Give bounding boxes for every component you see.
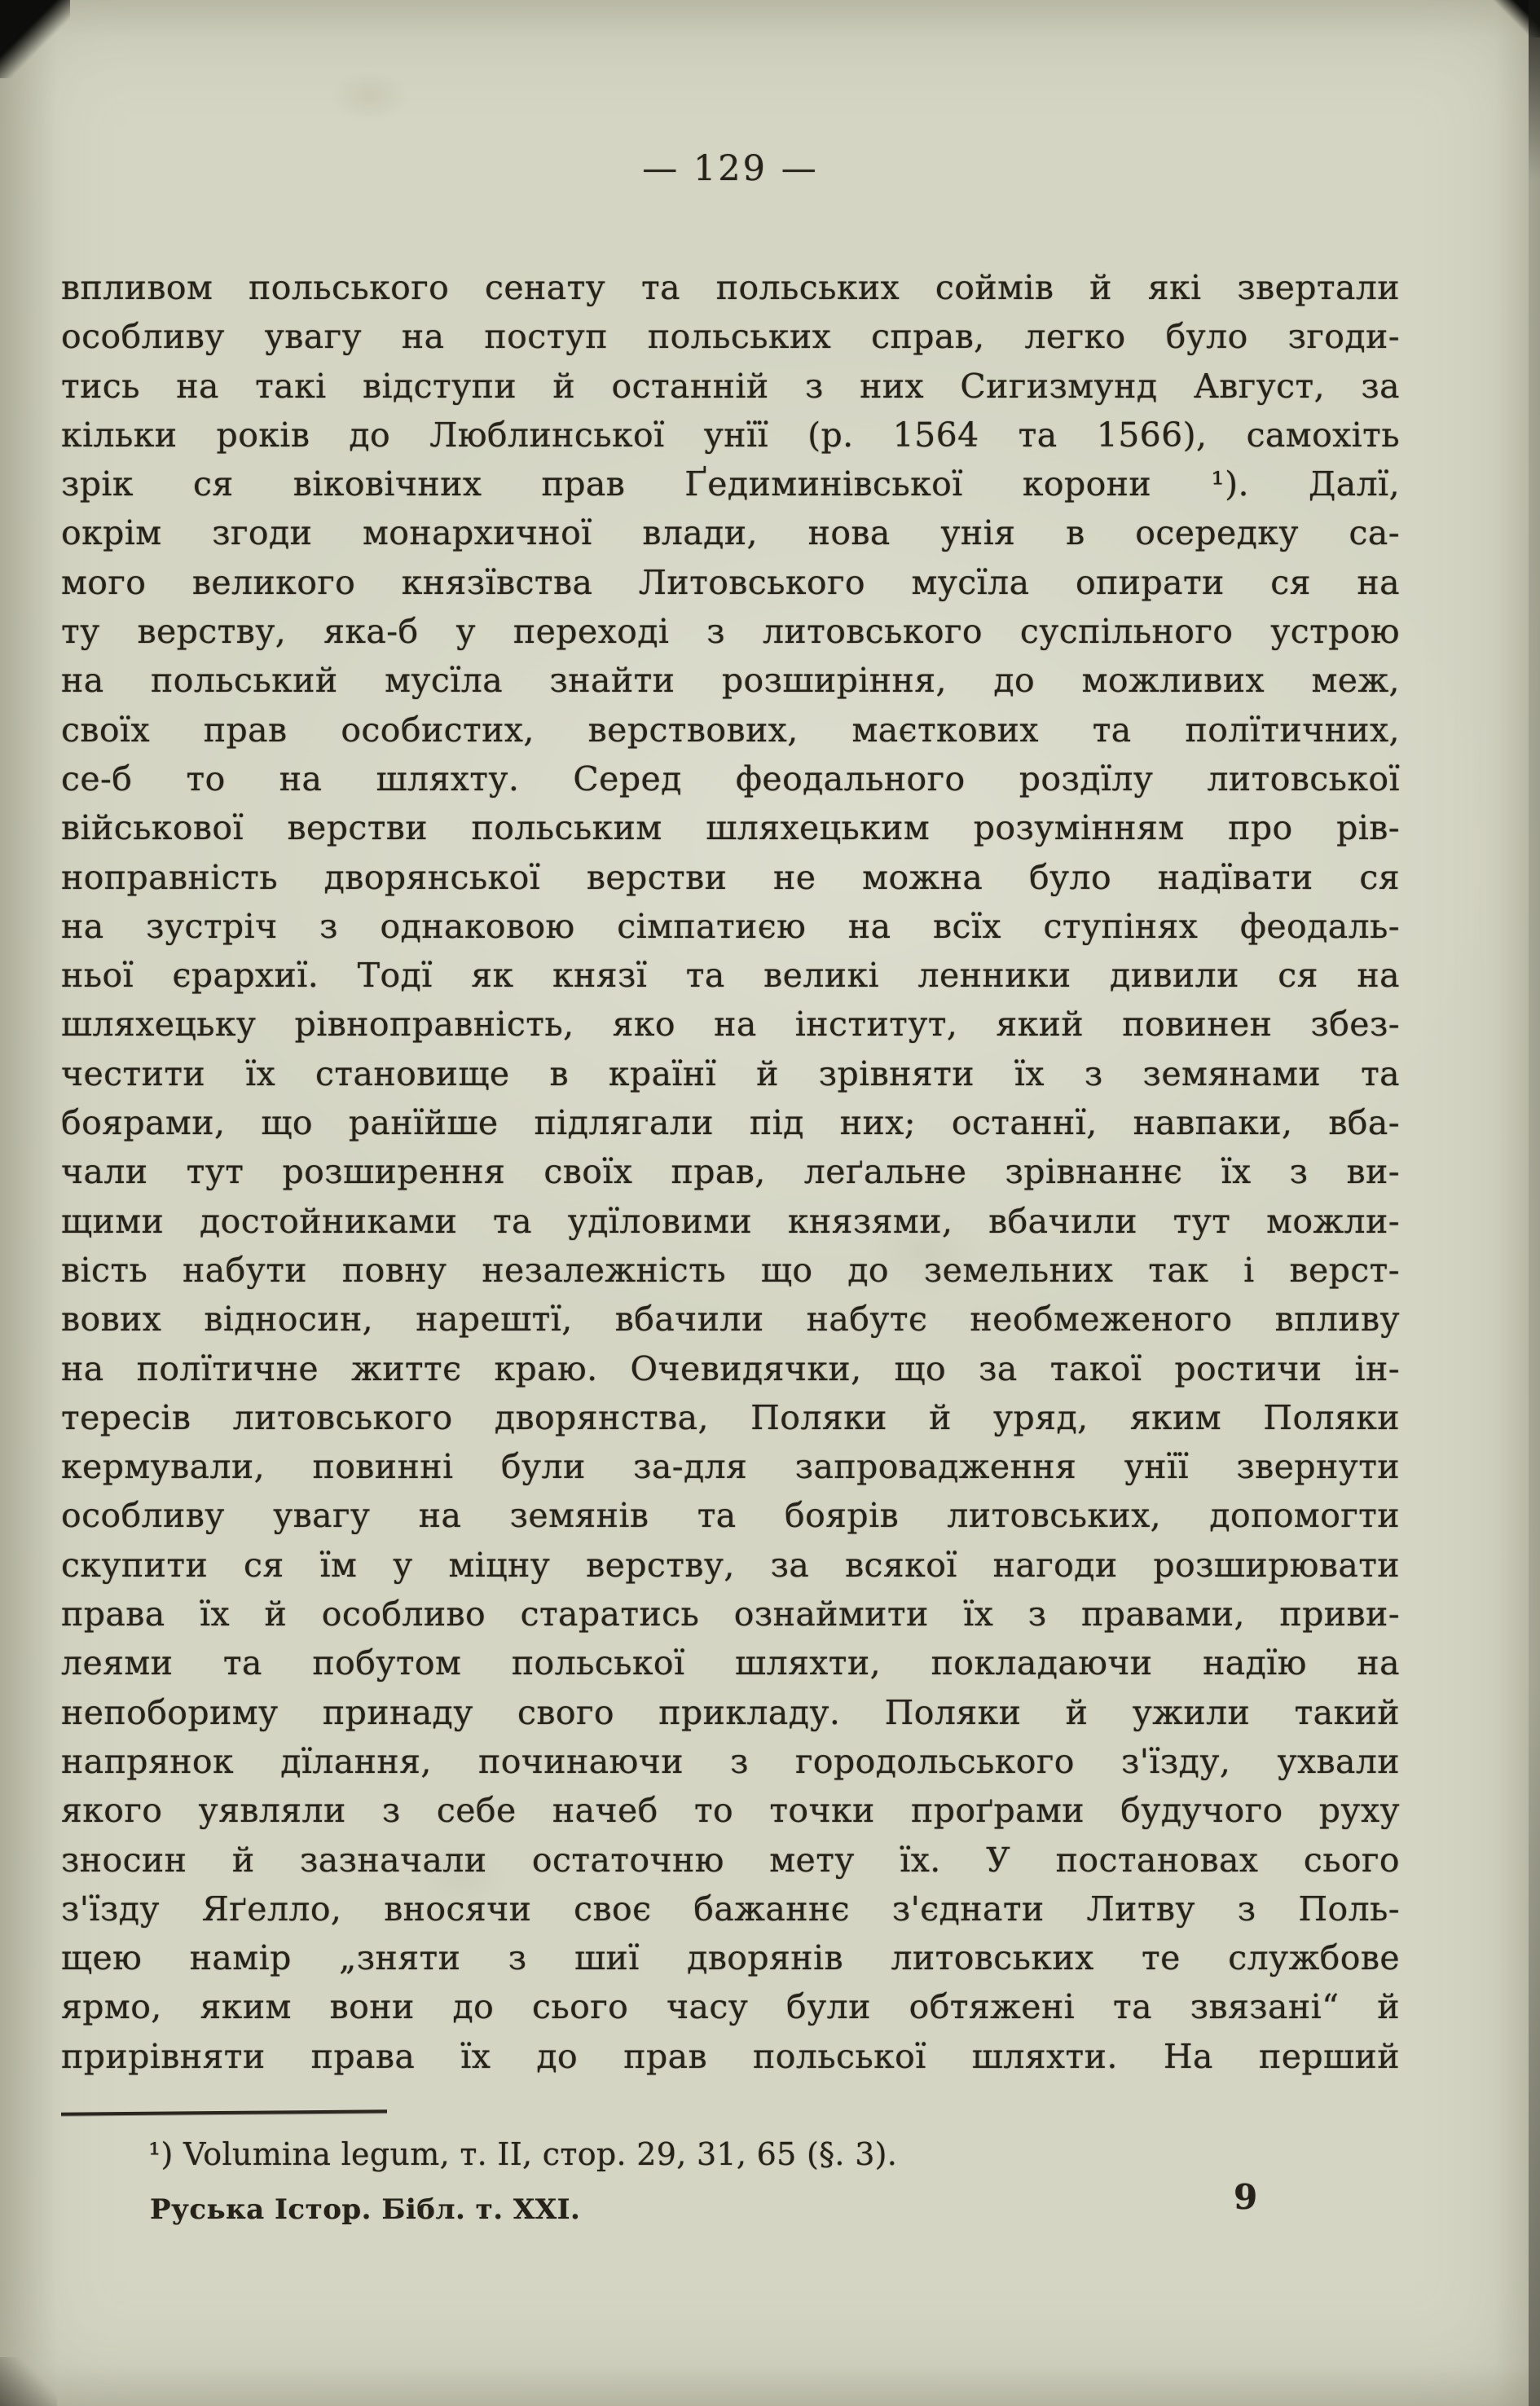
text-line: особливу увагу на земянів та боярів литовських, допомогти: [61, 1496, 1400, 1536]
text-line: права їх й особливо старатись ознаймити їх з правами, приви-: [61, 1594, 1400, 1634]
text-line: зносин й зазначали остаточню мету їх. У постановах сього: [61, 1840, 1400, 1880]
text-line: боярами, що ранїйше підлягали під них; останнї, навпаки, вба-: [61, 1103, 1400, 1143]
scan-corner-artifact-top-left: [0, 0, 70, 78]
footer-series-title: Руська Істор. Бібл. т. XXI.: [150, 2193, 581, 2226]
text-line: військової верстви польським шляхецьким розумінням про рів-: [61, 808, 1400, 848]
scan-corner-artifact-bottom-left: [0, 2357, 57, 2406]
text-line: якого уявляли з себе начеб то точки проґрами будучого руху: [61, 1791, 1400, 1831]
body-text: [61, 263, 1400, 2081]
footnote-separator-rule: [61, 2109, 387, 2115]
text-line: з'їзду Яґелло, вносячи своє бажаннє з'єднати Литву з Поль-: [61, 1889, 1400, 1929]
text-line: ту верству, яка-б у переході з литовського суспільного устрою: [61, 612, 1400, 652]
text-line: ярмо, яким вони до сього часу були обтяжені та звязані“ й: [61, 1987, 1400, 2027]
text-line: мого великого князївства Литовського мусїла опирати ся на: [61, 562, 1400, 602]
text-line: скупити ся їм у міцну верству, за всякої нагоди розширювати: [61, 1545, 1400, 1585]
text-line: се-б то на шляхту. Серед феодального роздїлу литовської: [61, 759, 1400, 798]
text-line: шляхецьку рівноправність, яко на інститут, який повинен збез-: [61, 1005, 1400, 1045]
text-line: чали тут розширення своїх прав, леґальне зрівнаннє їх з ви-: [61, 1152, 1400, 1192]
text-line: щею намір „зняти з шиї дворянів литовських те службове: [61, 1938, 1400, 1978]
text-line: впливом польського сенату та польських соймів й які звертали: [61, 268, 1400, 307]
text-line: щими достойниками та удїловими князями, вбачили тут можли-: [61, 1201, 1400, 1241]
text-line: тись на такі відступи й останній з них Сигизмунд Август, за: [61, 366, 1400, 406]
text-line: кермували, повинні були за-для запровадження унїї звернути: [61, 1447, 1400, 1487]
text-line: окрім згоди монархичної влади, нова унія в осередку са-: [61, 513, 1400, 553]
footer-signature-number: 9: [1234, 2177, 1258, 2217]
text-line: на полїтичне життє краю. Очевидячки, що за такої ростичи ін-: [61, 1348, 1400, 1388]
page-number: — 129 —: [642, 148, 819, 189]
text-line: тересів литовського дворянства, Поляки й уряд, яким Поляки: [61, 1397, 1400, 1437]
footnote: ¹) Volumina legum, т. II, стор. 29, 31, 65 (§. 3).: [148, 2136, 898, 2172]
text-line: особливу увагу на поступ польських справ, легко було згоди-: [61, 317, 1400, 357]
text-line: зрік ся віковічних прав Ґедиминівської корони ¹). Далї,: [61, 464, 1400, 504]
text-line: напрянок дїлання, починаючи з городольського з'їзду, ухвали: [61, 1741, 1400, 1781]
text-line: на польський мусїла знайти розширіння, до можливих меж,: [61, 661, 1400, 701]
text-line: прирівняти права їх до прав польської шляхти. На перший: [61, 2036, 1400, 2076]
text-line: своїх прав особистих, верствових, маєткових та полїтичних,: [61, 710, 1400, 750]
text-line: на зустріч з однаковою сімпатиєю на всїх ступінях феодаль-: [61, 906, 1400, 946]
text-line: кільки років до Люблинської унїї (р. 1564 та 1566), самохіть: [61, 415, 1400, 455]
text-line: ньої єрархиї. Тодї як князї та великі ленники дивили ся на: [61, 956, 1400, 996]
text-line: леями та побутом польської шляхти, покладаючи надїю на: [61, 1643, 1400, 1683]
text-line: непобориму принаду свого прикладу. Поляки й ужили такий: [61, 1692, 1400, 1732]
text-line: вість набути повну незалежність що до земельних так і верст-: [61, 1250, 1400, 1290]
text-line: честити їх становище в країнї й зрівняти їх з земянами та: [61, 1053, 1400, 1093]
text-line: ноправність дворянської верстви не можна було надївати ся: [61, 857, 1400, 897]
scan-edge-artifact-right: [1529, 0, 1540, 2406]
text-line: вових відносин, нарештї, вбачили набутє необмеженого впливу: [61, 1300, 1400, 1339]
